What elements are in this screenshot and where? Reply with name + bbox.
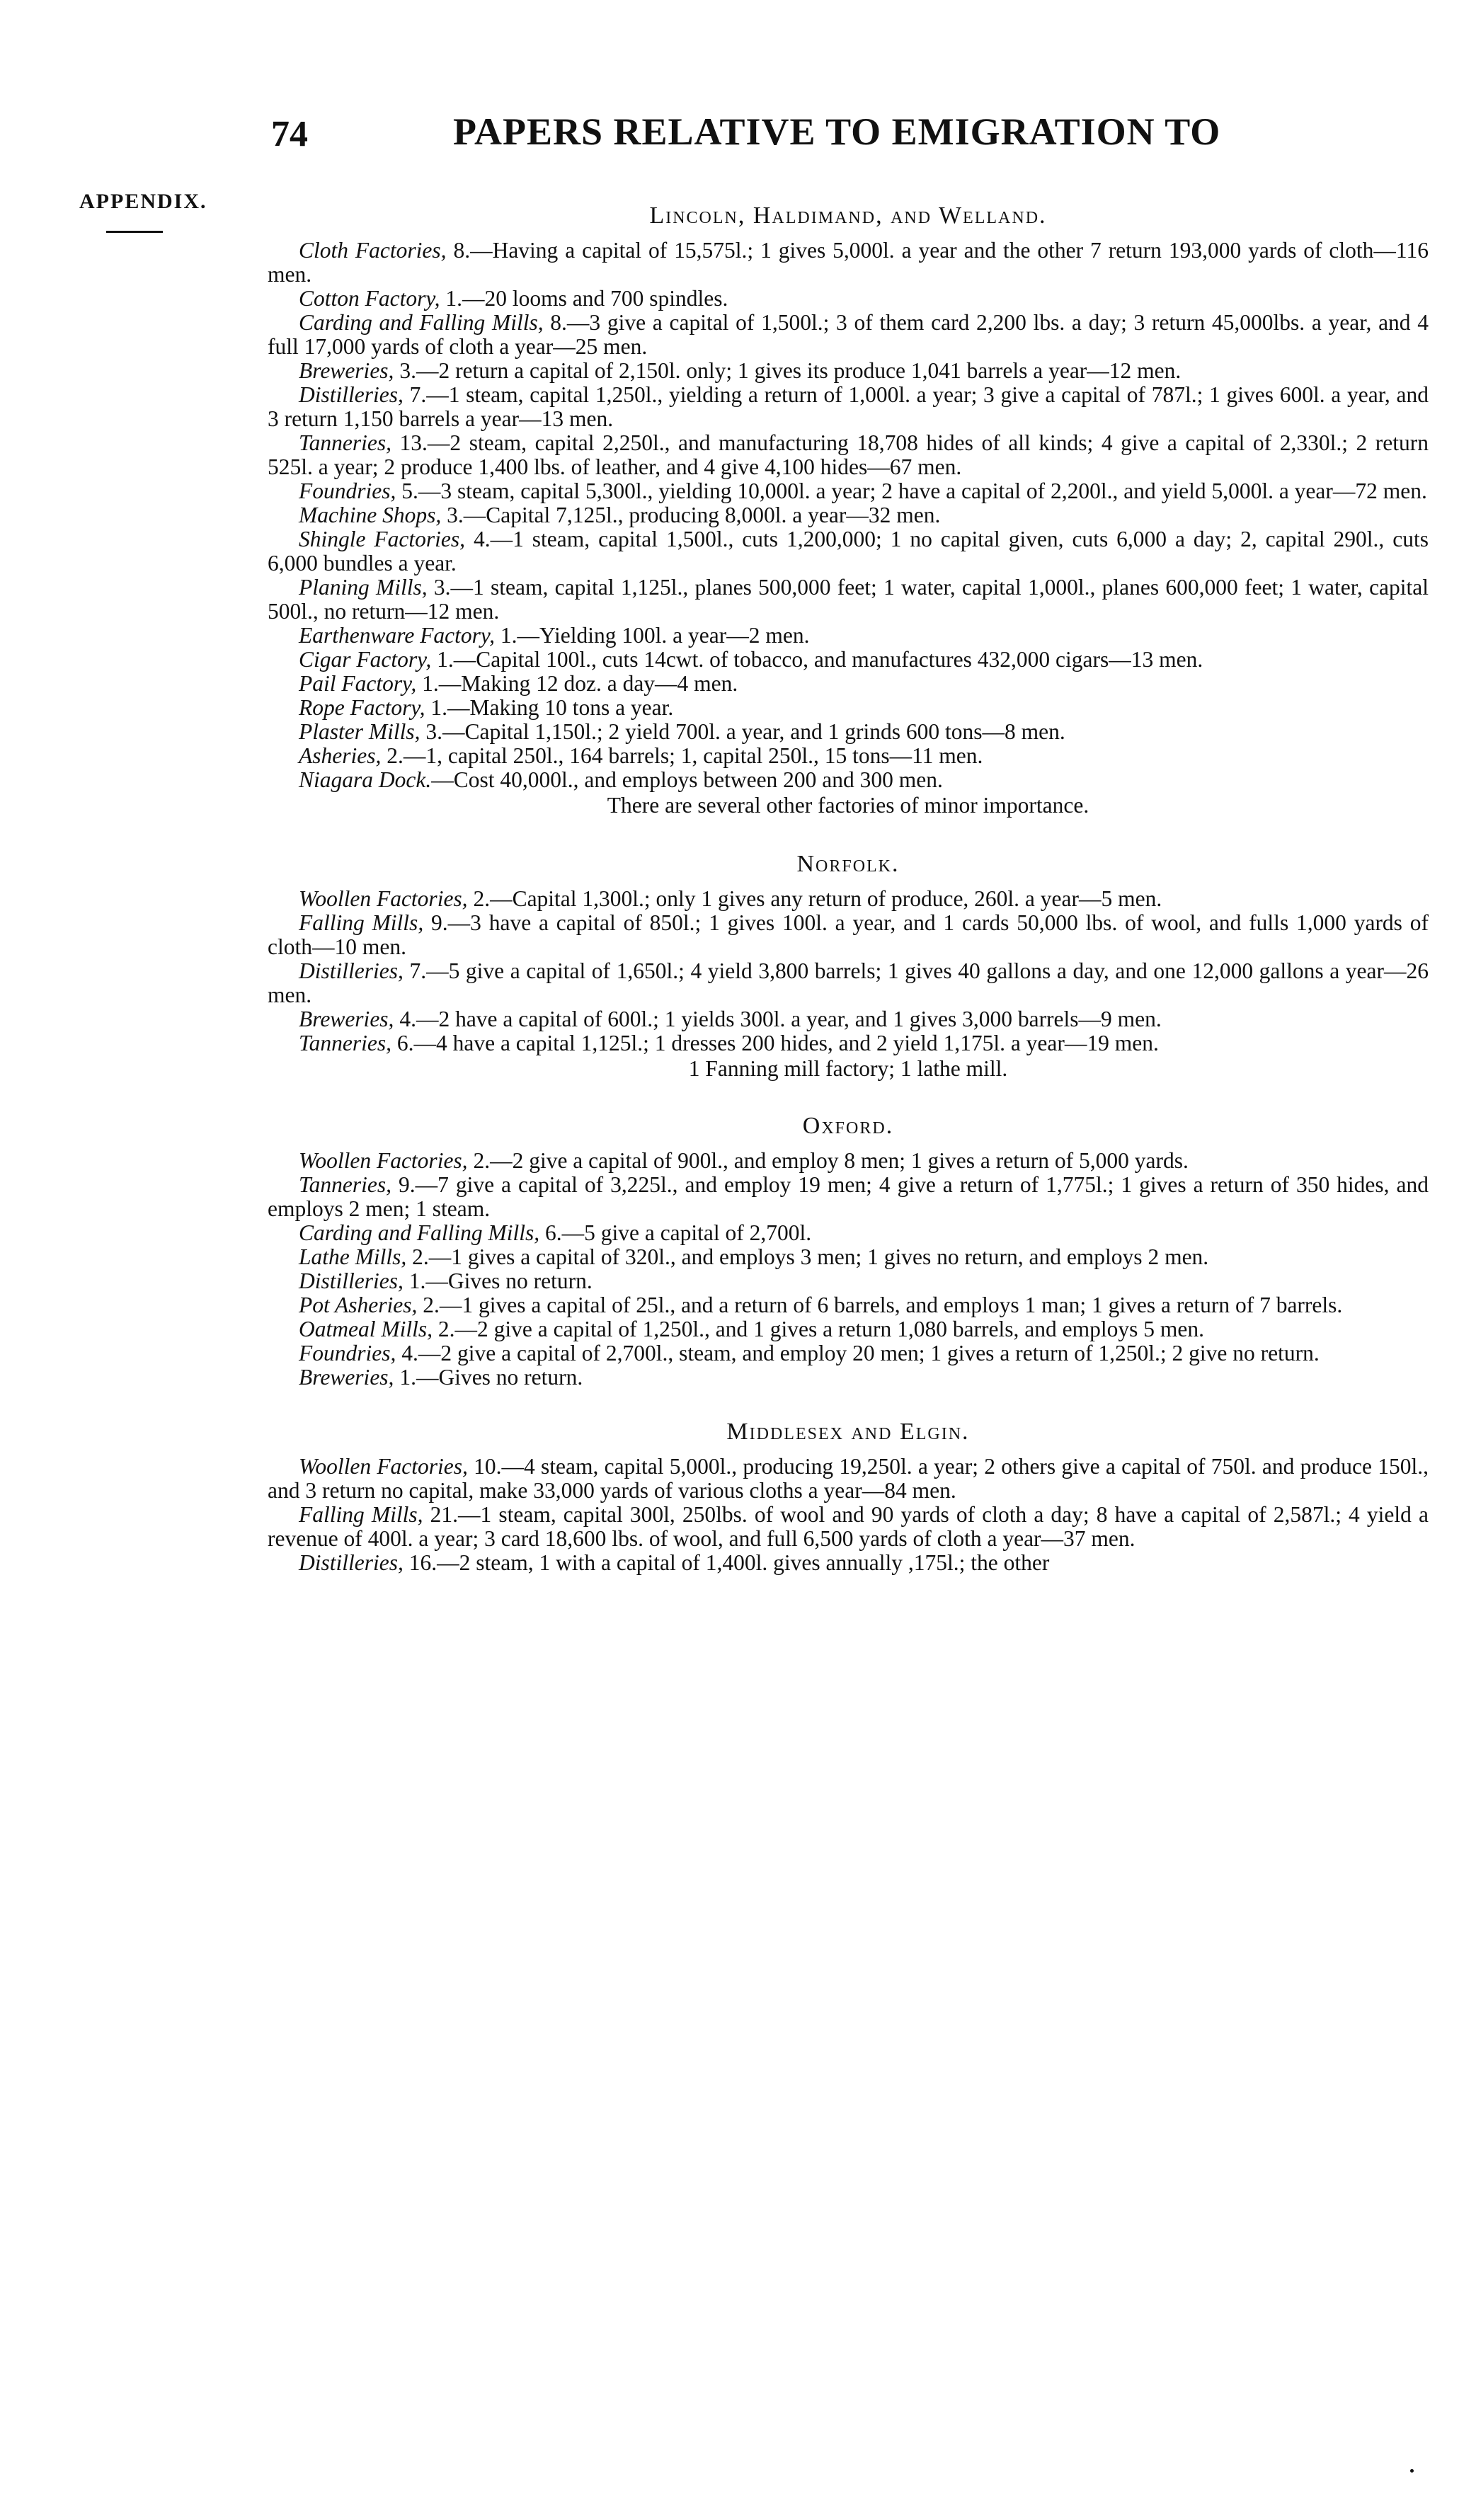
entry-text: 8.—Having a capital of 15,575l.; 1 gives 5,000l. a year and the other 7 return 193,000 yards of cloth—116 men. <box>268 238 1429 287</box>
entry <box>268 1365 1429 1390</box>
entry-term: Woollen Factories, <box>299 1148 468 1173</box>
entry <box>268 744 1429 768</box>
entry-text: 9.—3 have a capital of 850l.; 1 gives 100l. a year, and 1 cards 50,000 lbs. of wool, and fulls 1,000 yards of cloth—10 men. <box>268 910 1429 959</box>
ink-speck <box>1410 2469 1414 2473</box>
entry-term: Pot Asheries, <box>299 1293 418 1317</box>
entry-text: 1.—Gives no return. <box>394 1365 583 1390</box>
entry-term: Cotton Factory, <box>299 286 440 311</box>
entry <box>268 239 1429 287</box>
section-heading: Lincoln, Haldimand, and Welland. <box>649 202 1047 229</box>
entry <box>268 1269 1429 1293</box>
entry-text: 8.—3 give a capital of 1,500l.; 3 of them card 2,200 lbs. a day; 3 return 45,000lbs. a year, and 4 full 17,000 yards of cloth a year—25 men. <box>268 310 1429 359</box>
entry-term: Oatmeal Mills, <box>299 1317 433 1341</box>
entry-term: Tanneries, <box>299 1172 391 1197</box>
entry-term: Distilleries, <box>299 382 404 407</box>
entry-term: Cloth Factories, <box>299 238 447 263</box>
entry-text: 10.—4 steam, capital 5,000l., producing 19,250l. a year; 2 others give a capital of 750l. and produce 150l., and 3 return no capital, make 33,000 yards of various cloths a year—84 men. <box>268 1454 1429 1503</box>
entry-text: 6.—4 have a capital 1,125l.; 1 dresses 200 hides, and 2 yield 1,175l. a year—19 men. <box>391 1031 1159 1055</box>
entry-term: Tanneries, <box>299 1031 391 1055</box>
entry-text: 9.—7 give a capital of 3,225l., and employ 19 men; 4 give a return of 1,775l.; 1 gives a return of 350 hides, and employs 2 men; 1 steam. <box>268 1172 1429 1221</box>
entry <box>268 1031 1429 1055</box>
entry-term: Shingle Factories, <box>299 527 466 551</box>
entry-text: 2.—1 gives a capital of 25l., and a return of 6 barrels, and employs 1 man; 1 gives a return of 7 barrels. <box>417 1293 1343 1317</box>
entry-text: —Cost 40,000l., and employs between 200 and 300 men. <box>431 767 943 792</box>
section-note: There are several other factories of minor importance. <box>607 793 1089 818</box>
entry <box>268 696 1429 720</box>
entry-text: 16.—2 steam, 1 with a capital of 1,400l. gives annually ,175l.; the other <box>403 1550 1050 1575</box>
appendix-margin-label: APPENDIX. <box>79 190 207 213</box>
section-middlesex-elgin <box>268 1418 1429 1575</box>
entry-text: 3.—2 return a capital of 2,150l. only; 1 gives its produce 1,041 barrels a year—12 men. <box>394 358 1182 383</box>
entry-text: 1.—Making 12 doz. a day—4 men. <box>416 671 738 696</box>
entry-text: 3.—Capital 1,150l.; 2 yield 700l. a year, and 1 grinds 600 tons—8 men. <box>420 719 1065 744</box>
section-heading: Middlesex and Elgin. <box>726 1419 970 1445</box>
entry <box>268 575 1429 624</box>
entry-text: 1.—20 looms and 700 spindles. <box>440 286 728 311</box>
page-body <box>268 202 1429 1575</box>
entry <box>268 1455 1429 1503</box>
entry-text: 4.—2 give a capital of 2,700l., steam, and employ 20 men; 1 gives a return of 1,250l.; 2 give no return. <box>396 1341 1320 1365</box>
entry <box>268 1245 1429 1269</box>
appendix-rule <box>106 231 163 233</box>
entry <box>268 768 1429 792</box>
entry-text: 4.—2 have a capital of 600l.; 1 yields 300l. a year, and 1 gives 3,000 barrels—9 men. <box>394 1007 1162 1031</box>
section-oxford <box>268 1112 1429 1390</box>
entry-term: Breweries, <box>299 1365 394 1390</box>
entry-term: Cigar Factory, <box>299 647 432 672</box>
entry-text: 5.—3 steam, capital 5,300l., yielding 10,000l. a year; 2 have a capital of 2,200l., and yield 5,000l. a year—72 men. <box>396 479 1427 503</box>
entry-term: Falling Mills, <box>299 1502 423 1527</box>
entry-term: Carding and Falling Mills, <box>299 1220 540 1245</box>
entry-term: Rope Factory, <box>299 695 425 720</box>
entry-term: Distilleries, <box>299 1268 404 1293</box>
entry-term: Distilleries, <box>299 1550 404 1575</box>
entry-text: 3.—Capital 7,125l., producing 8,000l. a year—32 men. <box>441 503 941 527</box>
entry-text: 3.—1 steam, capital 1,125l., planes 500,000 feet; 1 water, capital 1,000l., planes 600,000 feet; 1 water, capital 500l., no return—12 men. <box>268 575 1429 624</box>
entry-term: Falling Mills, <box>299 910 424 935</box>
entry-term: Asheries, <box>299 743 382 768</box>
entry <box>268 383 1429 431</box>
entry-term: Foundries, <box>299 1341 396 1365</box>
entry <box>268 503 1429 527</box>
entry-term: Niagara Dock. <box>299 767 432 792</box>
entry <box>268 1173 1429 1221</box>
entry-text: 2.—1 gives a capital of 320l., and employs 3 men; 1 gives no return, and employs 2 men. <box>406 1244 1209 1269</box>
entry-term: Breweries, <box>299 1007 394 1031</box>
entry-term: Lathe Mills, <box>299 1244 407 1269</box>
entry <box>268 1503 1429 1551</box>
entry <box>268 527 1429 575</box>
entry <box>268 1341 1429 1365</box>
entry <box>268 624 1429 648</box>
entry <box>268 359 1429 383</box>
entry-term: Breweries, <box>299 358 394 383</box>
entry-text: 2.—Capital 1,300l.; only 1 gives any return of produce, 260l. a year—5 men. <box>467 886 1162 911</box>
entry-term: Woollen Factories, <box>299 886 468 911</box>
section-heading: Norfolk. <box>796 851 900 877</box>
running-title: PAPERS RELATIVE TO EMIGRATION TO <box>453 110 1221 153</box>
entry-term: Carding and Falling Mills, <box>299 310 544 335</box>
entry-text: 2.—1, capital 250l., 164 barrels; 1, capital 250l., 15 tons—11 men. <box>381 743 983 768</box>
entry-term: Plaster Mills, <box>299 719 421 744</box>
entry-term: Tanneries, <box>299 430 391 455</box>
entry <box>268 1221 1429 1245</box>
entry-term: Planing Mills, <box>299 575 428 600</box>
entry-term: Distilleries, <box>299 958 404 983</box>
section-lincoln <box>268 202 1429 818</box>
entry-text: 7.—1 steam, capital 1,250l., yielding a return of 1,000l. a year; 3 give a capital of 787l.; 1 gives 600l. a year, and 3 return 1,150 barrels a year—13 men. <box>268 382 1429 431</box>
entry <box>268 959 1429 1007</box>
entry <box>268 479 1429 503</box>
entry <box>268 311 1429 359</box>
entry-text: 7.—5 give a capital of 1,650l.; 4 yield 3,800 barrels; 1 gives 40 gallons a day, and one 12,000 gallons a year—26 men. <box>268 958 1429 1007</box>
entry <box>268 287 1429 311</box>
entry <box>268 1007 1429 1031</box>
entry-text: 1.—Capital 100l., cuts 14cwt. of tobacco, and manufactures 432,000 cigars—13 men. <box>431 647 1203 672</box>
entry <box>268 720 1429 744</box>
entry-text: 2.—2 give a capital of 1,250l., and 1 gives a return 1,080 barrels, and employs 5 men. <box>433 1317 1204 1341</box>
entry <box>268 1149 1429 1173</box>
entry-term: Machine Shops, <box>299 503 442 527</box>
entry-text: 1.—Gives no return. <box>403 1268 593 1293</box>
entry <box>268 648 1429 672</box>
entry-text: 13.—2 steam, capital 2,250l., and manufacturing 18,708 hides of all kinds; 4 give a capital of 2,330l.; 2 return 525l. a year; 2 produce 1,400 lbs. of leather, and 4 give 4,100 hides—67 men. <box>268 430 1429 479</box>
entry-text: 2.—2 give a capital of 900l., and employ 8 men; 1 gives a return of 5,000 yards. <box>467 1148 1189 1173</box>
section-heading: Oxford. <box>802 1113 894 1139</box>
page-number: 74 <box>271 114 308 154</box>
entry <box>268 672 1429 696</box>
entry-term: Pail Factory, <box>299 671 417 696</box>
entry-text: 4.—1 steam, capital 1,500l., cuts 1,200,000; 1 no capital given, cuts 6,000 a day; 2, capital 290l., cuts 6,000 bundles a year. <box>268 527 1429 575</box>
entry-text: 6.—5 give a capital of 2,700l. <box>539 1220 812 1245</box>
entry-term: Woollen Factories, <box>299 1454 468 1479</box>
section-note: 1 Fanning mill factory; 1 lathe mill. <box>688 1056 1008 1081</box>
entry <box>268 1317 1429 1341</box>
entry-term: Earthenware Factory, <box>299 623 496 648</box>
entry <box>268 1551 1429 1575</box>
entry <box>268 431 1429 479</box>
entry-term: Foundries, <box>299 479 396 503</box>
entry <box>268 911 1429 959</box>
entry-text: 21.—1 steam, capital 300l, 250lbs. of wool and 90 yards of cloth a day; 8 have a capital of 2,587l.; 4 yield a revenue of 400l. a year; 3 card 18,600 lbs. of wool, and full 6,500 yards of cloth a year—37 men. <box>268 1502 1429 1551</box>
entry-text: 1.—Making 10 tons a year. <box>425 695 674 720</box>
entry-text: 1.—Yielding 100l. a year—2 men. <box>495 623 810 648</box>
entry <box>268 887 1429 911</box>
section-norfolk <box>268 850 1429 1081</box>
entry <box>268 1293 1429 1317</box>
